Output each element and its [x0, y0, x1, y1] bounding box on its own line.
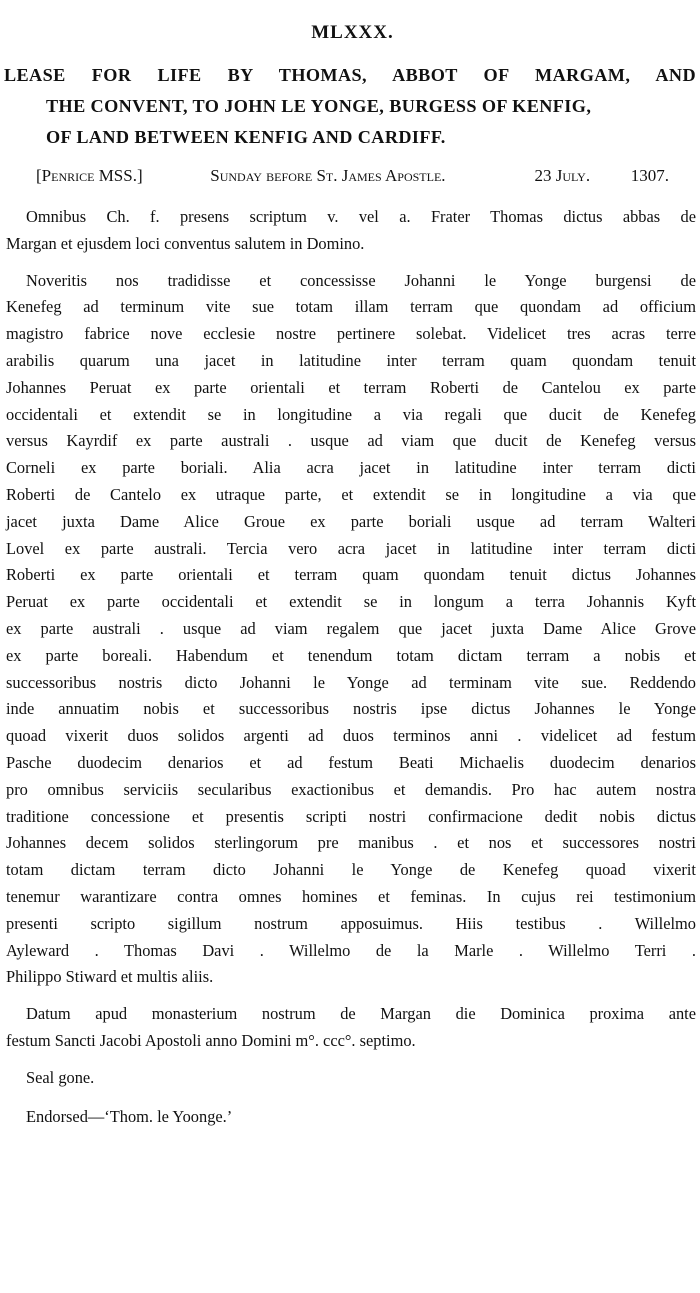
title-line: OF LAND BETWEEN KENFIG AND CARDIFF.	[46, 127, 446, 147]
text-line: Kenefeg ad terminum vite sue totam illam terram que quondam ad officium	[6, 297, 696, 317]
text-line: ex parte boreali. Habendum et tenendum totam dictam terram a nobis et	[6, 645, 696, 665]
text-line: occidentali et extendit se in longitudine a via regali que ducit de Kenefeg	[6, 404, 696, 424]
charter-meta	[36, 166, 676, 186]
year: 1307.	[630, 166, 669, 185]
text-line: Lovel ex parte australi. Tercia vero acra jacet in latitudine inter terram dicti	[6, 538, 696, 558]
text-line: festum Sancti Jacobi Apostoli anno Domini m°. ccc°. septimo.	[6, 1030, 416, 1050]
text-line: Datum apud monasterium nostrum de Margan die Dominica proxima ante	[26, 1004, 696, 1024]
text-line: ex parte australi . usque ad viam regalem que jacet juxta Dame Alice Grove	[6, 618, 696, 638]
paragraph-address	[6, 204, 696, 258]
text-line: Philippo Stiward et multis aliis.	[6, 967, 214, 987]
paragraph-grant	[6, 268, 696, 992]
text-line: Pasche duodecim denarios et ad festum Beati Michaelis duodecim denarios	[6, 752, 696, 772]
text-line: totam dictam terram dicto Johanni le Yonge de Kenefeg quoad vixerit	[6, 860, 696, 880]
text-line: successoribus nostris dicto Johanni le Yonge ad terminam vite sue. Reddendo	[6, 672, 696, 692]
text-line: Noveritis nos tradidisse et concessisse Johanni le Yonge burgensi de	[26, 270, 696, 290]
text-line: Roberti de Cantelo ex utraque parte, et extendit se in longitudine a via que	[6, 484, 696, 504]
text-line: Johannes decem solidos sterlingorum pre manibus . et nos et successores nostri	[6, 833, 696, 853]
text-line: jacet juxta Dame Alice Groue ex parte boriali usque ad terram Walteri	[6, 511, 696, 531]
charter-text	[6, 204, 696, 1142]
text-line: presenti scripto sigillum nostrum apposuimus. Hiis testibus . Willelmo	[6, 913, 696, 933]
text-line: Roberti ex parte orientali et terram quam quondam tenuit dictus Johannes	[6, 565, 696, 585]
text-line: Omnibus Ch. f. presens scriptum v. vel a. Frater Thomas dictus abbas de	[26, 207, 696, 226]
text-line: inde annuatim nobis et successoribus nostris ipse dictus Johannes le Yonge	[6, 699, 696, 719]
calendar-date: 23 July.	[534, 166, 591, 185]
text-line: tenemur warantizare contra omnes homines et feminas. In cujus rei testimonium	[6, 886, 696, 906]
text-line: arabilis quarum una jacet in latitudine inter terram quam quondam tenuit	[6, 350, 696, 370]
text-line: Margan et ejusdem loci conventus salutem in Domino.	[6, 233, 365, 253]
source-reference: [Penrice MSS.]	[36, 166, 143, 185]
charter-number: MLXXX.	[311, 22, 394, 43]
title-line: THE CONVENT, TO JOHN LE YONGE, BURGESS OF KENFIG,	[46, 96, 592, 116]
text-line: traditione concessione et presentis scripti nostri confirmacione dedit nobis dictus	[6, 806, 696, 826]
text-line: Johannes Peruat ex parte orientali et terram Roberti de Cantelou ex parte	[6, 377, 696, 397]
text-line: Peruat ex parte occidentali et extendit se in longum a terra Johannis Kyft	[6, 592, 696, 612]
feast-date: Sunday before St. James Apostle.	[210, 166, 446, 185]
text-line: pro omnibus serviciis secularibus exactionibus et demandis. Pro hac autem nostra	[6, 779, 696, 799]
charter-title	[0, 60, 700, 153]
paragraph-dating	[6, 1001, 696, 1055]
text-line: Corneli ex parte boriali. Alia acra jacet in latitudine inter terram dicti	[6, 458, 696, 478]
seal-note: Seal gone.	[26, 1067, 95, 1087]
text-line: quoad vixerit duos solidos argenti ad duos terminos anni . videlicet ad festum	[6, 726, 696, 746]
text-line: versus Kayrdif ex parte australi . usque ad viam que ducit de Kenefeg versus	[6, 431, 696, 451]
text-line: Ayleward . Thomas Davi . Willelmo de la Marle . Willelmo Terri .	[6, 940, 696, 960]
endorsement-note: Endorsed—‘Thom. le Yoonge.’	[26, 1106, 233, 1126]
title-line: LEASE FOR LIFE BY THOMAS, ABBOT OF MARGAM, AND	[4, 65, 696, 85]
text-line: magistro fabrice nove ecclesie nostre pertinere solebat. Videlicet tres acras terre	[6, 324, 696, 344]
